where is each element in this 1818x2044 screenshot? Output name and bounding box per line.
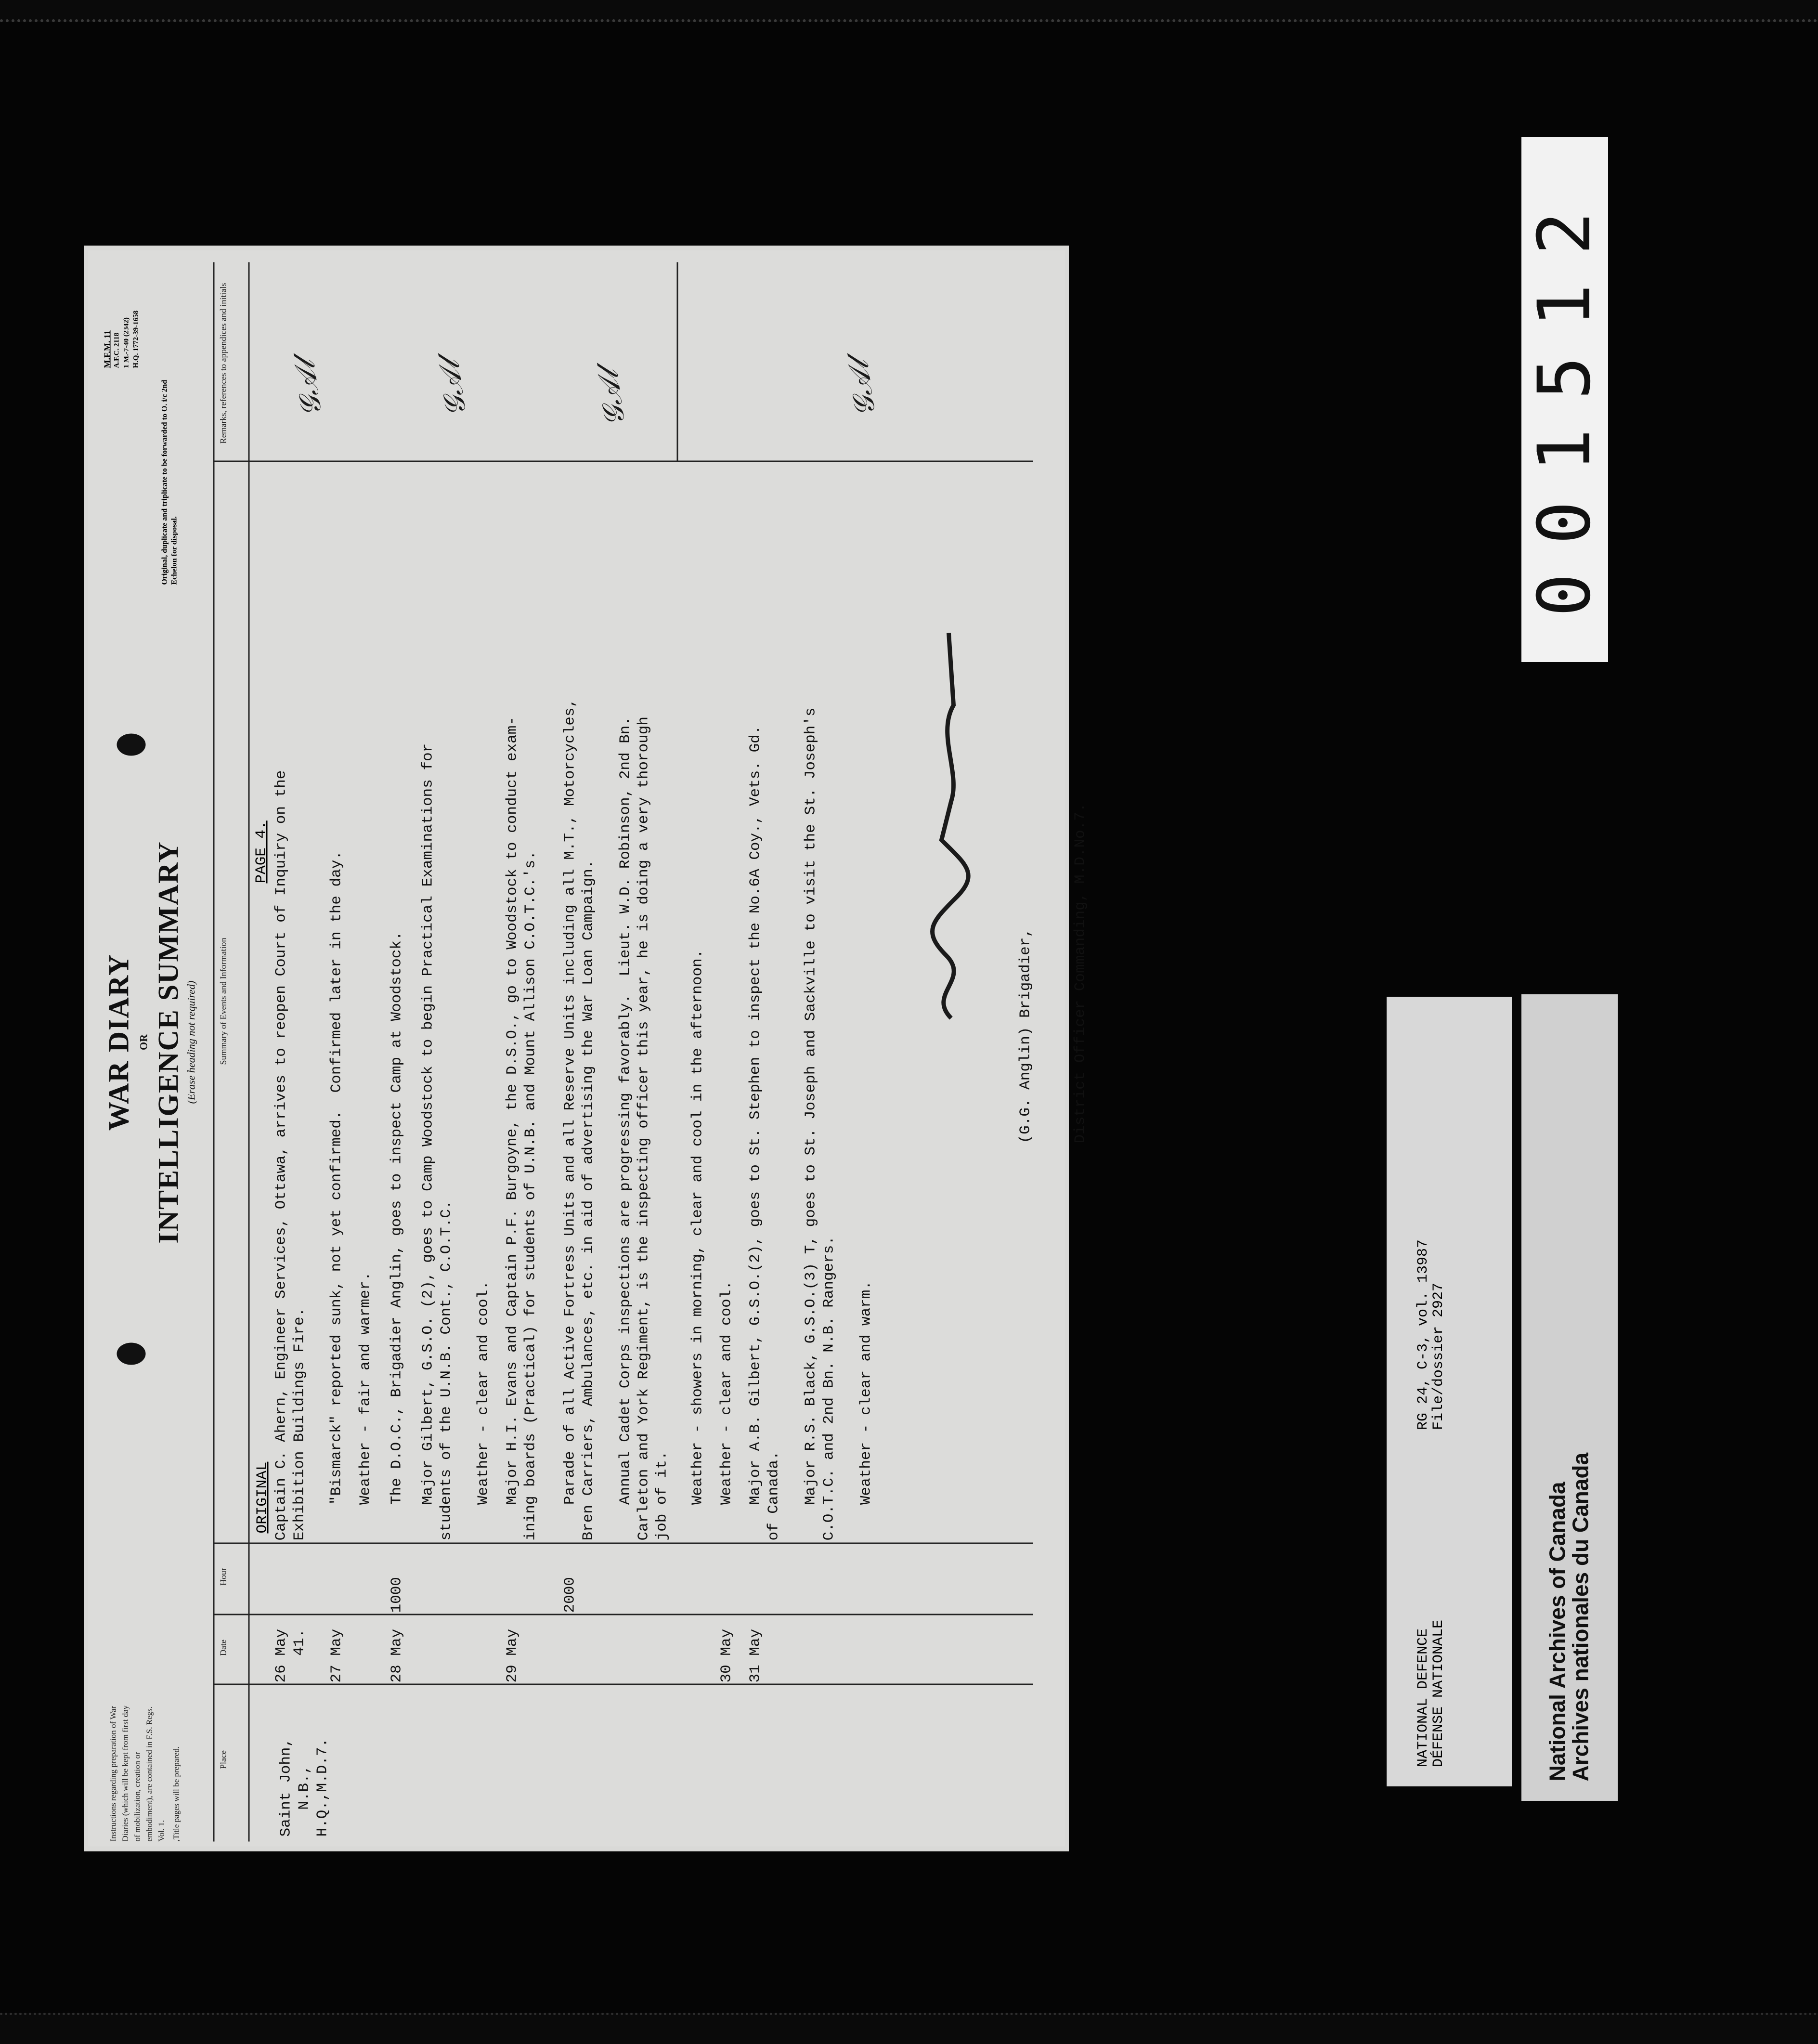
entry-text: Weather - showers in morning, clear and cool in the afternoon. xyxy=(689,949,706,1541)
entry-text: Major Gilbert, G.S.O. (2), goes to Camp Woodstock to begin Practical Examinations for students of the U.N.B. Cont., C.O.T.C. xyxy=(419,743,455,1541)
entry-date: 27 May xyxy=(328,1628,345,1683)
col-header-remarks: Remarks, references to appendices and initials xyxy=(218,283,228,444)
entry-text: Weather - fair and warmer. xyxy=(357,1272,374,1541)
entry-date: 29 May xyxy=(504,1628,521,1683)
war-diary-page xyxy=(84,246,1089,1851)
natdef-line-2: DÉFENSE NATIONALE xyxy=(1430,1619,1447,1767)
title-pages-note: ,Title pages will be prepared. xyxy=(171,1746,181,1842)
form-ref-2: 1 M.-7-40 (2342) xyxy=(122,317,130,368)
place-cell: Saint John, N.B., H.Q.,M.D.7. xyxy=(277,1738,331,1837)
initials-3: 𝒢𝒜𝓁 xyxy=(591,368,632,428)
col-divider-3 xyxy=(215,1543,1033,1544)
nac-text xyxy=(1546,1453,1592,1782)
entry-text: Annual Cadet Corps inspections are progressing favorably. Lieut. W.D. Robinson, 2nd Bn. Carleton and York Regiment, is the inspecting officer this year, he is doing a very thorough job of it. xyxy=(617,716,671,1541)
entry-hour: 1000 xyxy=(388,1577,405,1613)
entry-text: Major H.I. Evans and Captain P.F. Burgoyne, the D.S.O., go to Woodstock to conduct exam- ining boards (Practical) for students of U.N.B. and Mount Allison C.O.T.C.'s. xyxy=(504,716,539,1541)
national-archives-label xyxy=(1521,994,1618,1801)
entry-text: "Bismarck" reported sunk, not yet confirmed. Confirmed later in the day. xyxy=(328,851,345,1541)
header-divider xyxy=(248,262,250,1842)
entry-date: 31 May xyxy=(747,1628,764,1683)
instructions-note xyxy=(107,1705,182,1842)
signature-title: District Officer Commanding, M.D.No.7. xyxy=(1072,803,1089,1144)
entry-date: 30 May xyxy=(718,1628,735,1683)
entry-text: Weather - clear and cool. xyxy=(718,1281,735,1541)
entry-date: 28 May xyxy=(388,1628,405,1683)
reel-number: 001512 xyxy=(1523,182,1607,617)
entry-text: Weather - clear and cool. xyxy=(475,1281,492,1541)
initials-2: 𝒢𝒜𝓁 xyxy=(432,358,473,418)
original-label: ORIGINAL xyxy=(254,1461,271,1534)
col-header-place: Place xyxy=(218,1750,228,1769)
natdef-text xyxy=(1415,1620,1446,1767)
form-ref-1: A.F.C. 2118 xyxy=(113,332,121,368)
scan-edge-bottom xyxy=(0,2013,1818,2044)
title-or: OR xyxy=(137,1034,150,1050)
diary-table xyxy=(213,262,1089,1842)
national-defence-label xyxy=(1387,997,1512,1786)
title-intelligence-summary: INTELLIGENCE SUMMARY xyxy=(152,841,184,1244)
col-header-date: Date xyxy=(218,1640,228,1656)
entry-text: The D.O.C., Brigadier Anglin, goes to inspect Camp at Woodstock. xyxy=(388,931,405,1541)
entry-text: Major A.B. Gilbert, G.S.O.(2), goes to St. Stephen to inspect the No.6A Coy., Vets. Gd. of Canada. xyxy=(747,725,782,1541)
entry-text: Captain C. Ahern, Engineer Services, Ottawa, arrives to reopen Court of Inquiry on the Exhibition Buildings Fire. xyxy=(273,770,308,1541)
col-header-hour: Hour xyxy=(218,1568,228,1586)
entry-text: Weather - clear and warm. xyxy=(857,1281,875,1541)
signature-scrawl xyxy=(922,628,975,1023)
instructions-text: Instructions regarding preparation of War Diaries (which will be kept from first day of mobilization, creation or embodiment), are contained in F.S. Regs. Vol. 1. xyxy=(108,1705,166,1842)
form-number-block xyxy=(103,311,141,368)
natdef-line-1: NATIONAL DEFENCE xyxy=(1415,1628,1431,1767)
form-ref-3: H.Q. 1772-39-1658 xyxy=(132,310,140,368)
reel-number-strip xyxy=(1521,137,1608,662)
distribution-note: Original, duplicate and triplicate to be forwarded to O. i/c 2nd Echelon for disposal. xyxy=(160,379,179,585)
entry-text: Major R.S. Black, G.S.O.(3) T, goes to St. Joseph and Sackville to visit the St. Joseph's C.O.T.C. and 2nd Bn. N.B. Rangers. xyxy=(802,707,838,1541)
nac-line-1: National Archives of Canada xyxy=(1545,1482,1570,1782)
rg-line-2: File/dossier 2927 xyxy=(1430,1282,1447,1430)
page-number: PAGE 4. xyxy=(253,820,270,884)
scan-edge-top xyxy=(0,0,1818,22)
form-number: M.F.M. 11 xyxy=(102,330,112,368)
col-header-summary: Summary of Events and Information xyxy=(218,937,228,1065)
signature-block xyxy=(980,469,1127,1144)
remarks-divider xyxy=(677,262,678,462)
erase-heading-note: (Erase heading not required) xyxy=(185,980,197,1104)
entry-text: Parade of all Active Fortress Units and all Reserve Units including all M.T., Motorcycles, Bren Carriers, Ambulances, etc. in aid of advertising the War Loan Campaign. xyxy=(561,698,597,1541)
col-divider-1 xyxy=(215,1684,1033,1685)
title-war-diary: WAR DIARY xyxy=(103,953,135,1131)
rg-line-1: RG 24, C-3, vol. 13987 xyxy=(1415,1239,1431,1430)
war-diary-form xyxy=(88,250,1089,1847)
initials-1: 𝒢𝒜𝓁 xyxy=(287,358,328,418)
initials-4: 𝒢𝒜𝓁 xyxy=(841,358,882,418)
entry-date: 26 May 41. xyxy=(273,1628,308,1683)
signature-name: (G.G. Anglin) Brigadier, xyxy=(1017,928,1034,1144)
rg-reference xyxy=(1415,1239,1446,1430)
entry-hour: 2000 xyxy=(561,1577,579,1613)
form-title-block xyxy=(103,729,198,1355)
nac-line-2: Archives nationales du Canada xyxy=(1568,1452,1593,1782)
